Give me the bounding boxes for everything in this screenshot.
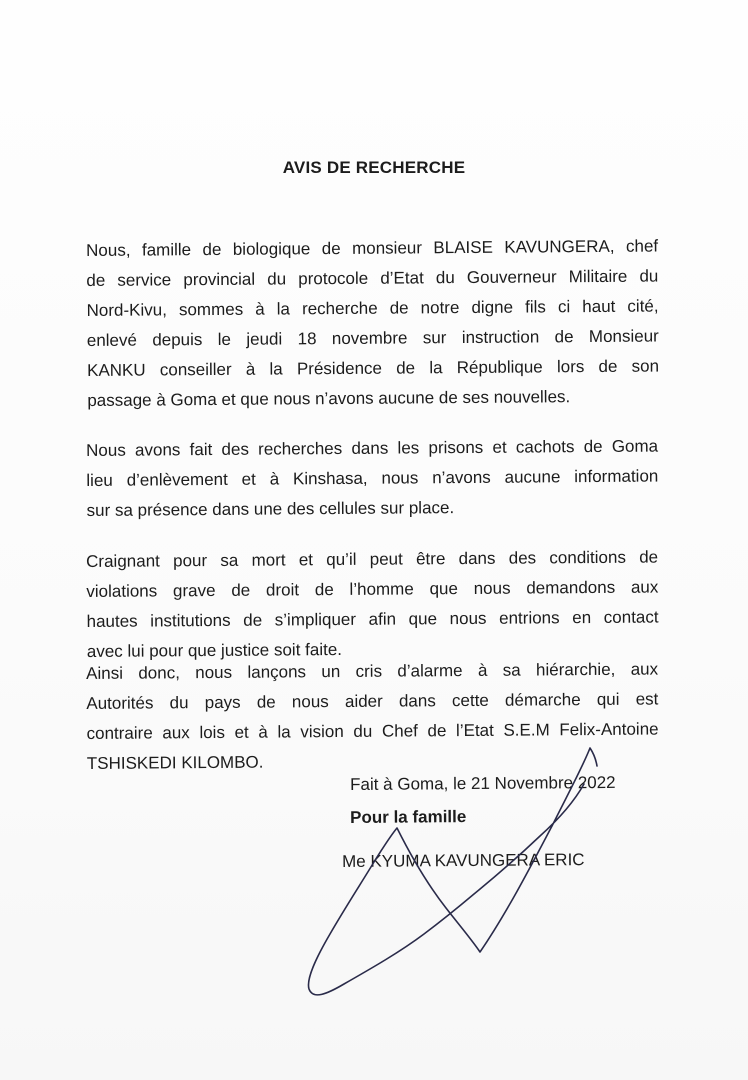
for-family-label: Pour la famille <box>350 807 467 827</box>
paragraph-line: avec lui pour que justice soit faite. <box>86 639 343 661</box>
paragraph-line: contraire aux lois et à la vision du Chef de l’Etat S.E.M Felix-Antoine <box>86 719 659 743</box>
paragraph-4 <box>86 655 659 779</box>
paragraph-line: Ainsi donc, nous lançons un cris d’alarme à sa hiérarchie, aux <box>86 659 659 683</box>
paragraph-line: enlevé depuis le jeudi 18 novembre sur instruction de Monsieur <box>86 326 659 350</box>
paragraph-line: lieu d’enlèvement et à Kinshasa, nous n’avons aucune information <box>86 466 659 490</box>
paragraph-line: Craignant pour sa mort et qu’il peut être dans des conditions de <box>86 547 659 571</box>
signatory-name: Me KYUMA KAVUNGERA ERIC <box>342 850 585 871</box>
paragraph-line: Nous, famille de biologique de monsieur BLAISE KAVUNGERA, chef <box>86 236 659 260</box>
paragraph-line: sur sa présence dans une des cellules sur place. <box>86 498 455 520</box>
paragraph-line: KANKU conseiller à la Présidence de la République lors de son <box>86 356 660 380</box>
paragraph-line: Autorités du pays de nous aider dans cette démarche qui est <box>86 689 659 713</box>
paragraph-line: passage à Goma et que nous n’avons aucune de ses nouvelles. <box>87 387 571 410</box>
paragraph-line: violations grave de droit de l’homme que nous demandons aux <box>86 577 659 601</box>
paragraph-1 <box>86 232 659 416</box>
paragraph-line: hautes institutions de s’impliquer afin que nous entrions en contact <box>86 607 659 631</box>
paragraph-2 <box>86 432 659 526</box>
paragraph-line: de service provincial du protocole d’Etat du Gouverneur Militaire du <box>86 266 659 290</box>
paragraph-3 <box>86 543 659 667</box>
document-title: AVIS DE RECHERCHE <box>282 158 466 177</box>
paragraph-line: TSHISKEDI KILOMBO. <box>86 752 264 773</box>
paragraph-line: Nous avons fait des recherches dans les prisons et cachots de Goma <box>86 436 659 460</box>
paragraph-line: Nord-Kivu, sommes à la recherche de notre digne fils ci haut cité, <box>86 296 659 320</box>
place-date: Fait à Goma, le 21 Novembre 2022 <box>350 772 616 794</box>
